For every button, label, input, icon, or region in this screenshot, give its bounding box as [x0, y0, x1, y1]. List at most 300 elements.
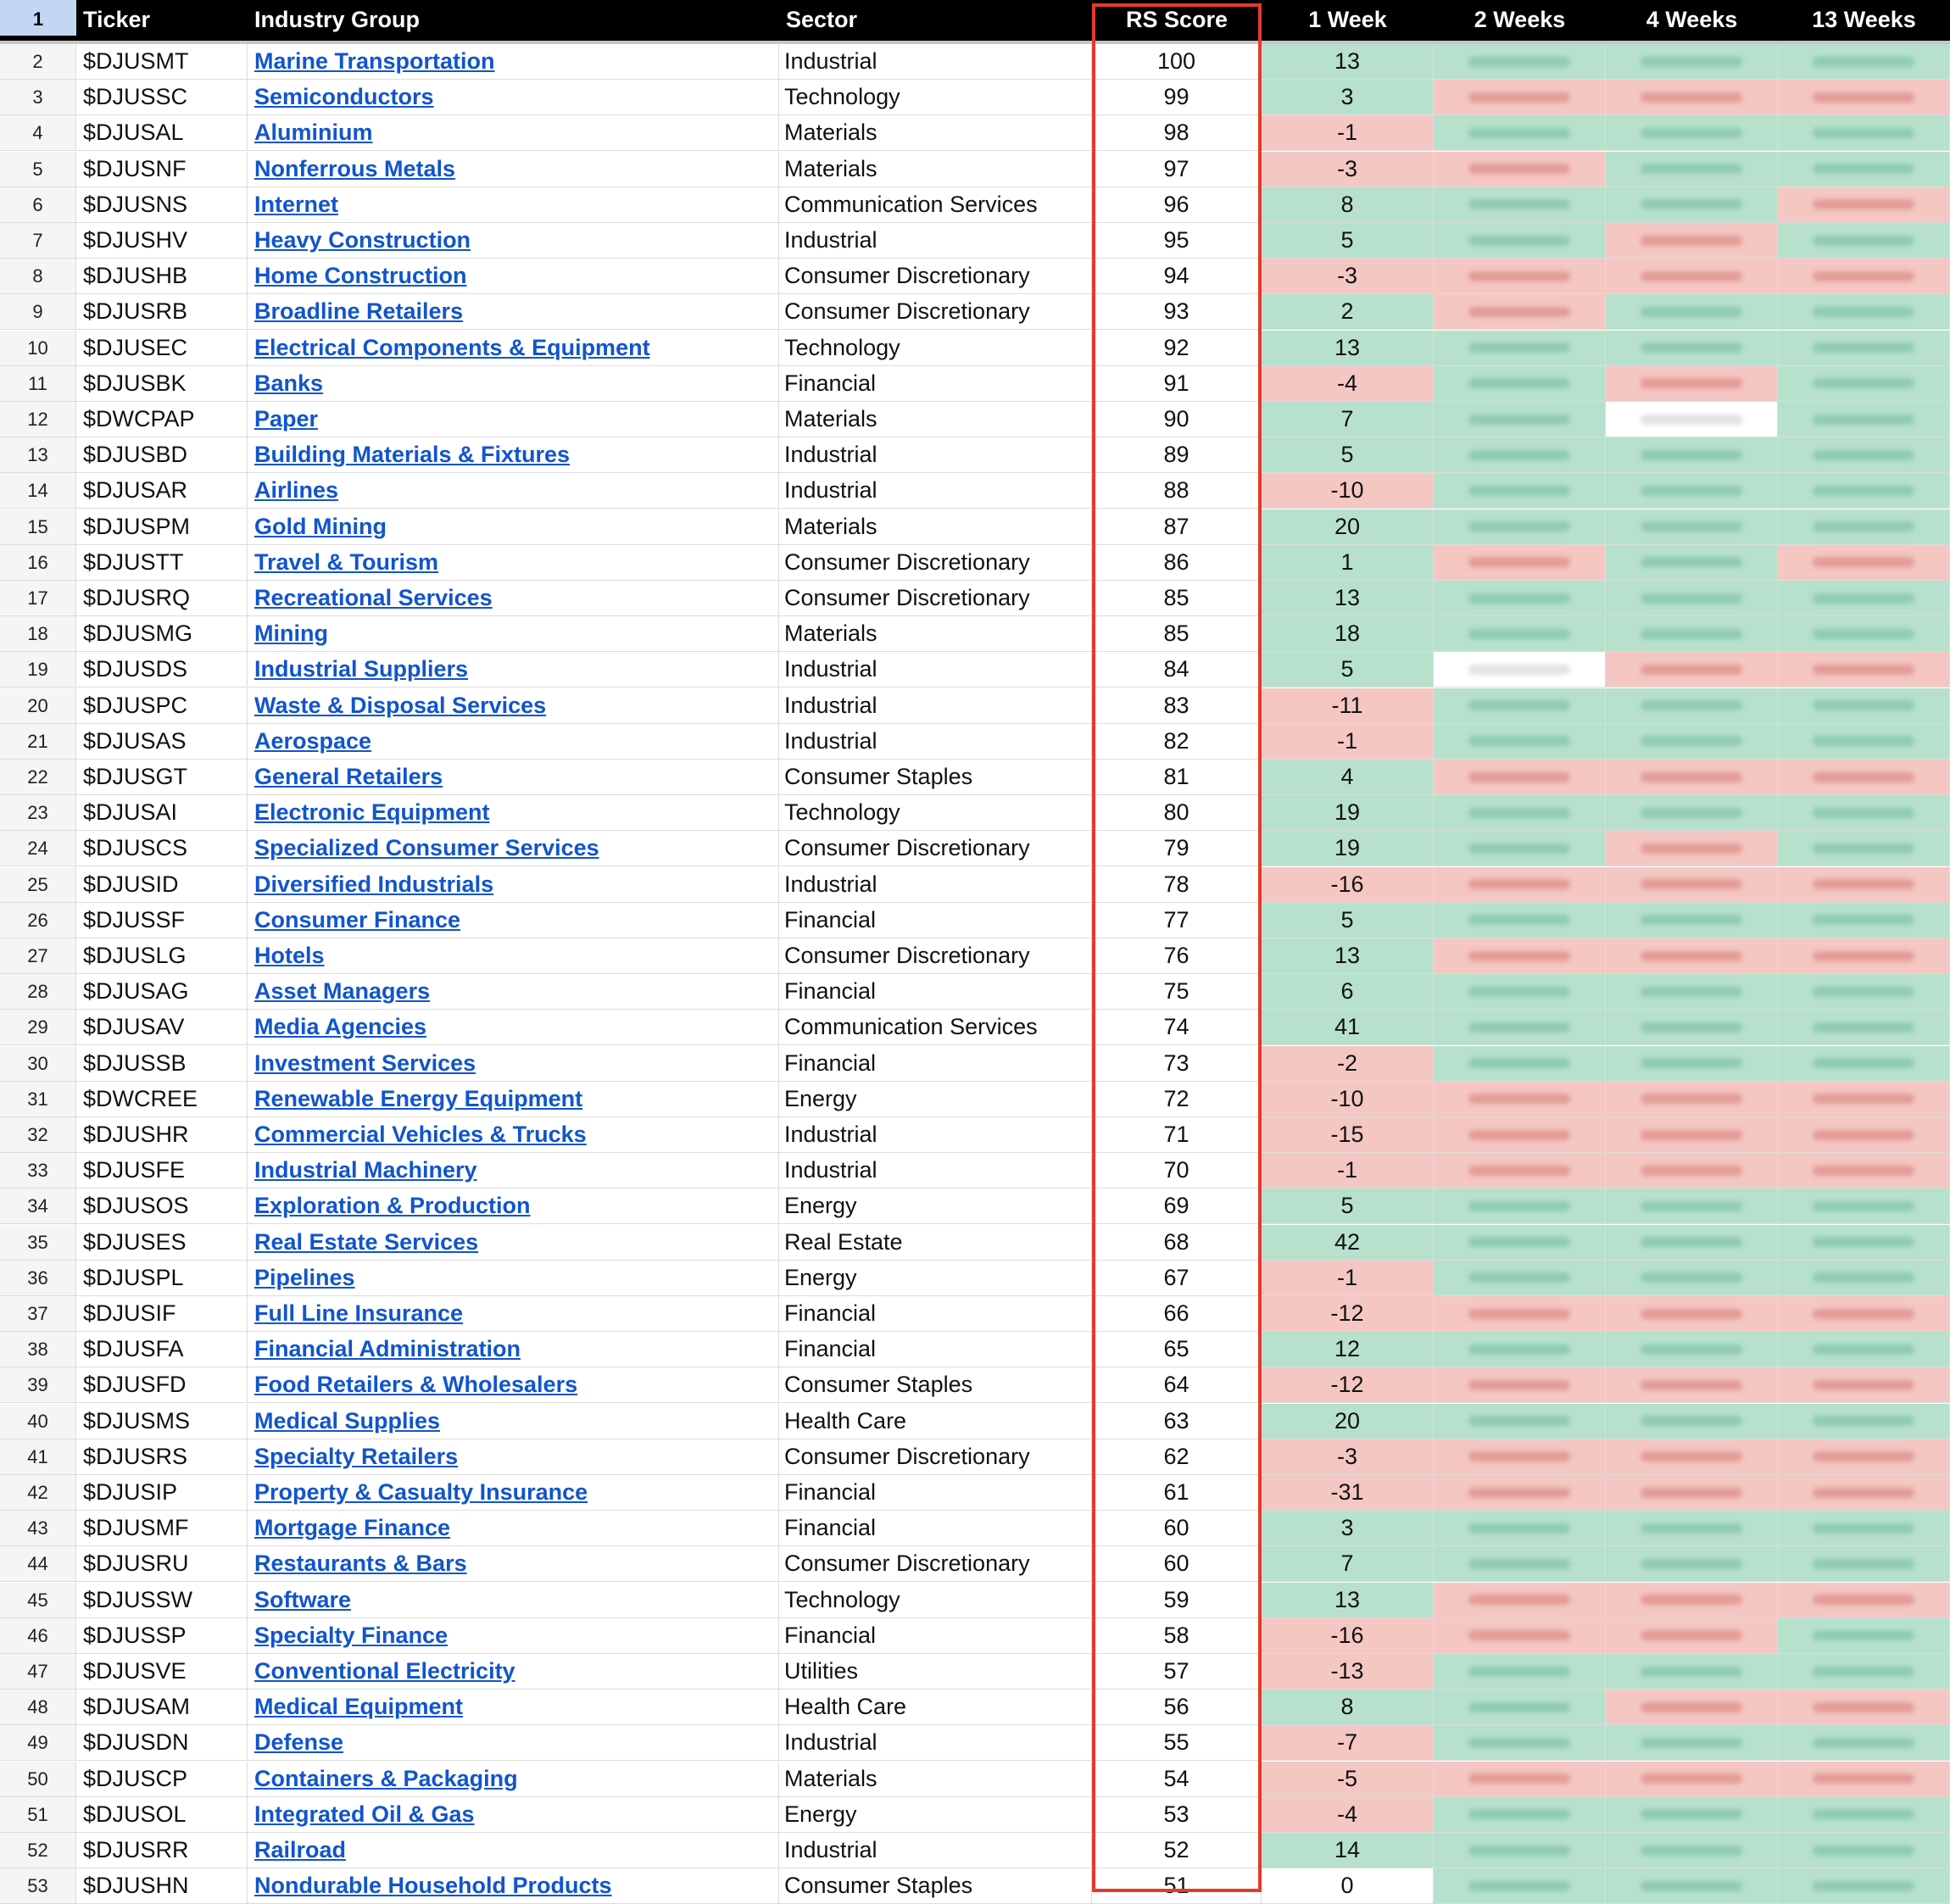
rs-score-cell[interactable]: 67 [1092, 1261, 1262, 1296]
rs-score-cell[interactable]: 62 [1092, 1439, 1262, 1475]
industry-group-cell[interactable] [248, 1404, 779, 1439]
ticker-cell[interactable]: $DJUSPL [76, 1261, 248, 1296]
industry-group-cell[interactable] [248, 831, 779, 866]
week2-change-cell[interactable] [1434, 581, 1606, 616]
row-number[interactable]: 11 [0, 366, 76, 402]
industry-group-link[interactable]: General Retailers [254, 764, 443, 789]
week13-change-cell[interactable] [1778, 437, 1950, 473]
ticker-cell[interactable]: $DJUSSC [76, 80, 248, 115]
week2-change-cell[interactable] [1434, 1868, 1606, 1904]
week4-change-cell[interactable] [1606, 938, 1778, 974]
ticker-cell[interactable]: $DJUSHB [76, 259, 248, 294]
ticker-cell[interactable]: $DJUSFD [76, 1367, 248, 1403]
industry-group-link[interactable]: Renewable Energy Equipment [254, 1085, 583, 1111]
week13-change-cell[interactable] [1778, 44, 1950, 80]
sector-cell[interactable]: Health Care [779, 1404, 1092, 1439]
row-number-header[interactable]: 1 [0, 0, 76, 36]
sector-cell[interactable]: Consumer Discretionary [779, 1439, 1092, 1475]
week1-change-cell[interactable]: 7 [1262, 402, 1434, 437]
week1-change-cell[interactable]: 4 [1262, 760, 1434, 795]
industry-group-link[interactable]: Industrial Suppliers [254, 656, 469, 682]
rs-score-cell[interactable]: 76 [1092, 938, 1262, 974]
week4-change-cell[interactable] [1606, 974, 1778, 1010]
industry-group-cell[interactable] [248, 1690, 779, 1725]
column-header-1-week[interactable]: 1 Week [1308, 7, 1387, 32]
sector-cell[interactable]: Financial [779, 903, 1092, 938]
week1-change-cell[interactable]: -4 [1262, 366, 1434, 402]
industry-group-cell[interactable] [248, 366, 779, 402]
week1-change-cell[interactable]: -16 [1262, 867, 1434, 903]
week13-change-cell[interactable] [1778, 760, 1950, 795]
industry-group-link[interactable]: Internet [254, 191, 339, 217]
row-number[interactable]: 12 [0, 402, 76, 437]
week4-change-cell[interactable] [1606, 1725, 1778, 1761]
week2-change-cell[interactable] [1434, 1404, 1606, 1439]
rs-score-cell[interactable]: 66 [1092, 1296, 1262, 1332]
row-number[interactable]: 32 [0, 1117, 76, 1153]
industry-group-link[interactable]: Marine Transportation [254, 48, 495, 74]
industry-group-link[interactable]: Travel & Tourism [254, 548, 439, 575]
ticker-cell[interactable]: $DJUSBK [76, 366, 248, 402]
week13-change-cell[interactable] [1778, 1082, 1950, 1117]
week2-change-cell[interactable] [1434, 795, 1606, 831]
ticker-cell[interactable]: $DJUSPM [76, 509, 248, 545]
row-number[interactable]: 25 [0, 867, 76, 903]
row-number[interactable]: 52 [0, 1833, 76, 1868]
week1-change-cell[interactable]: 5 [1262, 652, 1434, 688]
week4-change-cell[interactable] [1606, 652, 1778, 688]
industry-group-cell[interactable] [248, 1082, 779, 1117]
rs-score-cell[interactable]: 98 [1092, 115, 1262, 151]
week2-change-cell[interactable] [1434, 80, 1606, 115]
week2-change-cell[interactable] [1434, 473, 1606, 509]
rs-score-cell[interactable]: 57 [1092, 1654, 1262, 1690]
industry-group-link[interactable]: Asset Managers [254, 978, 431, 1005]
week13-change-cell[interactable] [1778, 1046, 1950, 1082]
ticker-cell[interactable]: $DWCPAP [76, 402, 248, 437]
ticker-cell[interactable]: $DJUSRS [76, 1439, 248, 1475]
ticker-cell[interactable]: $DJUSAV [76, 1010, 248, 1045]
ticker-cell[interactable]: $DJUSAR [76, 473, 248, 509]
week2-change-cell[interactable] [1434, 1367, 1606, 1403]
week4-change-cell[interactable] [1606, 1189, 1778, 1224]
industry-group-cell[interactable] [248, 652, 779, 688]
week1-change-cell[interactable]: 41 [1262, 1010, 1434, 1045]
week1-change-cell[interactable]: -4 [1262, 1797, 1434, 1833]
rs-score-cell[interactable]: 60 [1092, 1511, 1262, 1546]
industry-group-cell[interactable] [248, 259, 779, 294]
week13-change-cell[interactable] [1778, 1225, 1950, 1261]
ticker-cell[interactable]: $DJUSDN [76, 1725, 248, 1761]
industry-group-cell[interactable] [248, 1010, 779, 1045]
week1-change-cell[interactable]: -1 [1262, 1261, 1434, 1296]
week4-change-cell[interactable] [1606, 1404, 1778, 1439]
industry-group-cell[interactable] [248, 1332, 779, 1367]
week2-change-cell[interactable] [1434, 1261, 1606, 1296]
week1-change-cell[interactable]: 14 [1262, 1833, 1434, 1868]
industry-group-cell[interactable] [248, 80, 779, 115]
week4-change-cell[interactable] [1606, 1546, 1778, 1582]
industry-group-cell[interactable] [248, 1618, 779, 1654]
industry-group-link[interactable]: Media Agencies [254, 1014, 427, 1040]
industry-group-cell[interactable] [248, 1475, 779, 1511]
week13-change-cell[interactable] [1778, 1690, 1950, 1725]
ticker-cell[interactable]: $DWCREE [76, 1082, 248, 1117]
ticker-cell[interactable]: $DJUSHV [76, 223, 248, 259]
ticker-cell[interactable]: $DJUSOS [76, 1189, 248, 1224]
row-number[interactable]: 23 [0, 795, 76, 831]
industry-group-link[interactable]: Semiconductors [254, 84, 434, 110]
week4-change-cell[interactable] [1606, 1367, 1778, 1403]
industry-group-link[interactable]: Consumer Finance [254, 906, 461, 933]
industry-group-cell[interactable] [248, 437, 779, 473]
week2-change-cell[interactable] [1434, 437, 1606, 473]
week1-change-cell[interactable]: -10 [1262, 473, 1434, 509]
week1-change-cell[interactable]: 42 [1262, 1225, 1434, 1261]
week4-change-cell[interactable] [1606, 688, 1778, 724]
week4-change-cell[interactable] [1606, 1868, 1778, 1904]
industry-group-link[interactable]: Pipelines [254, 1264, 355, 1290]
week1-change-cell[interactable]: -3 [1262, 1439, 1434, 1475]
ticker-cell[interactable]: $DJUSSW [76, 1583, 248, 1618]
week1-change-cell[interactable]: -12 [1262, 1367, 1434, 1403]
week2-change-cell[interactable] [1434, 688, 1606, 724]
industry-group-link[interactable]: Specialized Consumer Services [254, 835, 599, 861]
industry-group-link[interactable]: Specialty Finance [254, 1622, 448, 1648]
sector-cell[interactable]: Communication Services [779, 1010, 1092, 1045]
rs-score-cell[interactable]: 65 [1092, 1332, 1262, 1367]
rs-score-cell[interactable]: 97 [1092, 152, 1262, 187]
sector-cell[interactable]: Communication Services [779, 187, 1092, 223]
rs-score-cell[interactable]: 92 [1092, 331, 1262, 366]
row-number[interactable]: 21 [0, 724, 76, 760]
industry-group-link[interactable]: Conventional Electricity [254, 1658, 515, 1684]
industry-group-cell[interactable] [248, 473, 779, 509]
industry-group-link[interactable]: Financial Administration [254, 1336, 521, 1362]
industry-group-link[interactable]: Defense [254, 1729, 344, 1756]
week2-change-cell[interactable] [1434, 1475, 1606, 1511]
row-number[interactable]: 18 [0, 616, 76, 652]
week13-change-cell[interactable] [1778, 473, 1950, 509]
industry-group-cell[interactable] [248, 331, 779, 366]
rs-score-cell[interactable]: 74 [1092, 1010, 1262, 1045]
industry-group-cell[interactable] [248, 115, 779, 151]
row-number[interactable]: 46 [0, 1618, 76, 1654]
week2-change-cell[interactable] [1434, 1583, 1606, 1618]
ticker-cell[interactable]: $DJUSBD [76, 437, 248, 473]
rs-score-cell[interactable]: 90 [1092, 402, 1262, 437]
week1-change-cell[interactable]: -3 [1262, 259, 1434, 294]
ticker-cell[interactable]: $DJUSES [76, 1225, 248, 1261]
week2-change-cell[interactable] [1434, 115, 1606, 151]
rs-score-cell[interactable]: 82 [1092, 724, 1262, 760]
week4-change-cell[interactable] [1606, 473, 1778, 509]
week13-change-cell[interactable] [1778, 1618, 1950, 1654]
rs-score-cell[interactable]: 64 [1092, 1367, 1262, 1403]
industry-group-cell[interactable] [248, 938, 779, 974]
ticker-cell[interactable]: $DJUSCP [76, 1762, 248, 1797]
week2-change-cell[interactable] [1434, 331, 1606, 366]
sector-cell[interactable]: Financial [779, 1332, 1092, 1367]
column-header-rs-score[interactable]: RS Score [1125, 7, 1228, 32]
week13-change-cell[interactable] [1778, 1762, 1950, 1797]
week4-change-cell[interactable] [1606, 331, 1778, 366]
ticker-cell[interactable]: $DJUSRQ [76, 581, 248, 616]
week13-change-cell[interactable] [1778, 294, 1950, 330]
industry-group-cell[interactable] [248, 1511, 779, 1546]
sector-cell[interactable]: Materials [779, 115, 1092, 151]
industry-group-link[interactable]: Software [254, 1586, 352, 1612]
row-number[interactable]: 2 [0, 44, 76, 80]
week2-change-cell[interactable] [1434, 1225, 1606, 1261]
industry-group-cell[interactable] [248, 1367, 779, 1403]
week1-change-cell[interactable]: -1 [1262, 1153, 1434, 1189]
row-number[interactable]: 33 [0, 1153, 76, 1189]
week13-change-cell[interactable] [1778, 1725, 1950, 1761]
week13-change-cell[interactable] [1778, 1654, 1950, 1690]
industry-group-link[interactable]: Home Construction [254, 263, 467, 289]
week2-change-cell[interactable] [1434, 974, 1606, 1010]
row-number[interactable]: 41 [0, 1439, 76, 1475]
week1-change-cell[interactable]: 13 [1262, 581, 1434, 616]
week13-change-cell[interactable] [1778, 938, 1950, 974]
row-number[interactable]: 26 [0, 903, 76, 938]
row-number[interactable]: 13 [0, 437, 76, 473]
week2-change-cell[interactable] [1434, 223, 1606, 259]
week13-change-cell[interactable] [1778, 545, 1950, 581]
week2-change-cell[interactable] [1434, 366, 1606, 402]
column-header-2-weeks[interactable]: 2 Weeks [1474, 7, 1566, 32]
industry-group-cell[interactable] [248, 1189, 779, 1224]
ticker-cell[interactable]: $DJUSLG [76, 938, 248, 974]
week4-change-cell[interactable] [1606, 1117, 1778, 1153]
sector-cell[interactable]: Financial [779, 1475, 1092, 1511]
sector-cell[interactable]: Utilities [779, 1654, 1092, 1690]
industry-group-link[interactable]: Hotels [254, 943, 325, 968]
week4-change-cell[interactable] [1606, 437, 1778, 473]
week2-change-cell[interactable] [1434, 1189, 1606, 1224]
ticker-cell[interactable]: $DJUSMG [76, 616, 248, 652]
industry-group-link[interactable]: Specialty Retailers [254, 1443, 459, 1469]
sector-cell[interactable]: Energy [779, 1189, 1092, 1224]
week13-change-cell[interactable] [1778, 831, 1950, 866]
week2-change-cell[interactable] [1434, 831, 1606, 866]
industry-group-link[interactable]: Mining [254, 621, 328, 647]
week4-change-cell[interactable] [1606, 259, 1778, 294]
rs-score-cell[interactable]: 77 [1092, 903, 1262, 938]
week13-change-cell[interactable] [1778, 366, 1950, 402]
rs-score-cell[interactable]: 53 [1092, 1797, 1262, 1833]
ticker-cell[interactable]: $DJUSIF [76, 1296, 248, 1332]
sector-cell[interactable]: Materials [779, 509, 1092, 545]
ticker-cell[interactable]: $DJUSIP [76, 1475, 248, 1511]
week13-change-cell[interactable] [1778, 259, 1950, 294]
sector-cell[interactable]: Financial [779, 974, 1092, 1010]
rs-score-cell[interactable]: 84 [1092, 652, 1262, 688]
week2-change-cell[interactable] [1434, 187, 1606, 223]
week13-change-cell[interactable] [1778, 616, 1950, 652]
rs-score-cell[interactable]: 86 [1092, 545, 1262, 581]
week4-change-cell[interactable] [1606, 795, 1778, 831]
week2-change-cell[interactable] [1434, 294, 1606, 330]
rs-score-cell[interactable]: 100 [1092, 44, 1262, 80]
sector-cell[interactable]: Industrial [779, 1153, 1092, 1189]
ticker-cell[interactable]: $DJUSHN [76, 1868, 248, 1904]
row-number[interactable]: 38 [0, 1332, 76, 1367]
column-header-13-weeks[interactable]: 13 Weeks [1812, 7, 1916, 32]
industry-group-link[interactable]: Paper [254, 406, 319, 431]
sector-cell[interactable]: Technology [779, 1583, 1092, 1618]
industry-group-cell[interactable] [248, 223, 779, 259]
week13-change-cell[interactable] [1778, 1367, 1950, 1403]
week13-change-cell[interactable] [1778, 652, 1950, 688]
industry-group-cell[interactable] [248, 1296, 779, 1332]
industry-group-cell[interactable] [248, 1117, 779, 1153]
industry-group-link[interactable]: Aerospace [254, 727, 372, 754]
week4-change-cell[interactable] [1606, 1583, 1778, 1618]
week13-change-cell[interactable] [1778, 402, 1950, 437]
week2-change-cell[interactable] [1434, 545, 1606, 581]
week4-change-cell[interactable] [1606, 80, 1778, 115]
sector-cell[interactable]: Consumer Discretionary [779, 545, 1092, 581]
rs-score-cell[interactable]: 85 [1092, 581, 1262, 616]
sector-cell[interactable]: Industrial [779, 867, 1092, 903]
row-number[interactable]: 28 [0, 974, 76, 1010]
row-number[interactable]: 50 [0, 1762, 76, 1797]
week2-change-cell[interactable] [1434, 724, 1606, 760]
week13-change-cell[interactable] [1778, 1511, 1950, 1546]
industry-group-cell[interactable] [248, 795, 779, 831]
rs-score-cell[interactable]: 93 [1092, 294, 1262, 330]
week4-change-cell[interactable] [1606, 1439, 1778, 1475]
week4-change-cell[interactable] [1606, 1153, 1778, 1189]
week1-change-cell[interactable]: -31 [1262, 1475, 1434, 1511]
week1-change-cell[interactable]: -11 [1262, 688, 1434, 724]
ticker-cell[interactable]: $DJUSVE [76, 1654, 248, 1690]
rs-score-cell[interactable]: 68 [1092, 1225, 1262, 1261]
industry-group-cell[interactable] [248, 294, 779, 330]
week4-change-cell[interactable] [1606, 115, 1778, 151]
ticker-cell[interactable]: $DJUSGT [76, 760, 248, 795]
rs-score-cell[interactable]: 60 [1092, 1546, 1262, 1582]
week13-change-cell[interactable] [1778, 80, 1950, 115]
row-number[interactable]: 22 [0, 760, 76, 795]
industry-group-link[interactable]: Property & Casualty Insurance [254, 1479, 588, 1505]
industry-group-link[interactable]: Investment Services [254, 1049, 476, 1076]
industry-group-cell[interactable] [248, 402, 779, 437]
week4-change-cell[interactable] [1606, 760, 1778, 795]
industry-group-link[interactable]: Aluminium [254, 120, 373, 146]
week1-change-cell[interactable]: -2 [1262, 1046, 1434, 1082]
week4-change-cell[interactable] [1606, 1833, 1778, 1868]
week2-change-cell[interactable] [1434, 1762, 1606, 1797]
week4-change-cell[interactable] [1606, 509, 1778, 545]
ticker-cell[interactable]: $DJUSHR [76, 1117, 248, 1153]
rs-score-cell[interactable]: 87 [1092, 509, 1262, 545]
week2-change-cell[interactable] [1434, 1618, 1606, 1654]
ticker-cell[interactable]: $DJUSAS [76, 724, 248, 760]
week2-change-cell[interactable] [1434, 903, 1606, 938]
row-number[interactable]: 4 [0, 115, 76, 151]
sector-cell[interactable]: Consumer Discretionary [779, 938, 1092, 974]
ticker-cell[interactable]: $DJUSFE [76, 1153, 248, 1189]
week1-change-cell[interactable]: 3 [1262, 1511, 1434, 1546]
week4-change-cell[interactable] [1606, 1010, 1778, 1045]
week2-change-cell[interactable] [1434, 1439, 1606, 1475]
week4-change-cell[interactable] [1606, 1690, 1778, 1725]
row-number[interactable]: 49 [0, 1725, 76, 1761]
week1-change-cell[interactable]: 7 [1262, 1546, 1434, 1582]
sector-cell[interactable]: Consumer Staples [779, 760, 1092, 795]
sector-cell[interactable]: Industrial [779, 1833, 1092, 1868]
industry-group-link[interactable]: Containers & Packaging [254, 1765, 518, 1791]
industry-group-cell[interactable] [248, 760, 779, 795]
week2-change-cell[interactable] [1434, 616, 1606, 652]
rs-score-cell[interactable]: 88 [1092, 473, 1262, 509]
week13-change-cell[interactable] [1778, 795, 1950, 831]
sector-cell[interactable]: Consumer Staples [779, 1868, 1092, 1904]
week4-change-cell[interactable] [1606, 545, 1778, 581]
sector-cell[interactable]: Materials [779, 402, 1092, 437]
week4-change-cell[interactable] [1606, 366, 1778, 402]
row-number[interactable]: 24 [0, 831, 76, 866]
row-number[interactable]: 39 [0, 1367, 76, 1403]
industry-group-cell[interactable] [248, 1153, 779, 1189]
sector-cell[interactable]: Industrial [779, 1725, 1092, 1761]
ticker-cell[interactable]: $DJUSEC [76, 331, 248, 366]
week13-change-cell[interactable] [1778, 1010, 1950, 1045]
industry-group-link[interactable]: Mortgage Finance [254, 1515, 451, 1541]
industry-group-cell[interactable] [248, 1261, 779, 1296]
sector-cell[interactable]: Technology [779, 795, 1092, 831]
week2-change-cell[interactable] [1434, 1654, 1606, 1690]
rs-score-cell[interactable]: 75 [1092, 974, 1262, 1010]
week1-change-cell[interactable]: 5 [1262, 437, 1434, 473]
week4-change-cell[interactable] [1606, 867, 1778, 903]
week1-change-cell[interactable]: 3 [1262, 80, 1434, 115]
sector-cell[interactable]: Industrial [779, 437, 1092, 473]
sector-cell[interactable]: Industrial [779, 223, 1092, 259]
week13-change-cell[interactable] [1778, 724, 1950, 760]
row-number[interactable]: 37 [0, 1296, 76, 1332]
rs-score-cell[interactable]: 72 [1092, 1082, 1262, 1117]
rs-score-cell[interactable]: 61 [1092, 1475, 1262, 1511]
rs-score-cell[interactable]: 85 [1092, 616, 1262, 652]
week2-change-cell[interactable] [1434, 652, 1606, 688]
ticker-cell[interactable]: $DJUSNF [76, 152, 248, 187]
industry-group-cell[interactable] [248, 1439, 779, 1475]
week4-change-cell[interactable] [1606, 616, 1778, 652]
sector-cell[interactable]: Consumer Discretionary [779, 1546, 1092, 1582]
week4-change-cell[interactable] [1606, 1046, 1778, 1082]
week1-change-cell[interactable]: 19 [1262, 831, 1434, 866]
industry-group-cell[interactable] [248, 187, 779, 223]
week13-change-cell[interactable] [1778, 1189, 1950, 1224]
industry-group-link[interactable]: Waste & Disposal Services [254, 692, 547, 718]
industry-group-cell[interactable] [248, 724, 779, 760]
week13-change-cell[interactable] [1778, 1546, 1950, 1582]
ticker-cell[interactable]: $DJUSMF [76, 1511, 248, 1546]
week1-change-cell[interactable]: 1 [1262, 545, 1434, 581]
industry-group-cell[interactable] [248, 509, 779, 545]
week13-change-cell[interactable] [1778, 1868, 1950, 1904]
week4-change-cell[interactable] [1606, 724, 1778, 760]
industry-group-link[interactable]: Banks [254, 370, 324, 396]
ticker-cell[interactable]: $DJUSFA [76, 1332, 248, 1367]
week1-change-cell[interactable]: -12 [1262, 1296, 1434, 1332]
sector-cell[interactable]: Industrial [779, 652, 1092, 688]
sector-cell[interactable]: Industrial [779, 44, 1092, 80]
